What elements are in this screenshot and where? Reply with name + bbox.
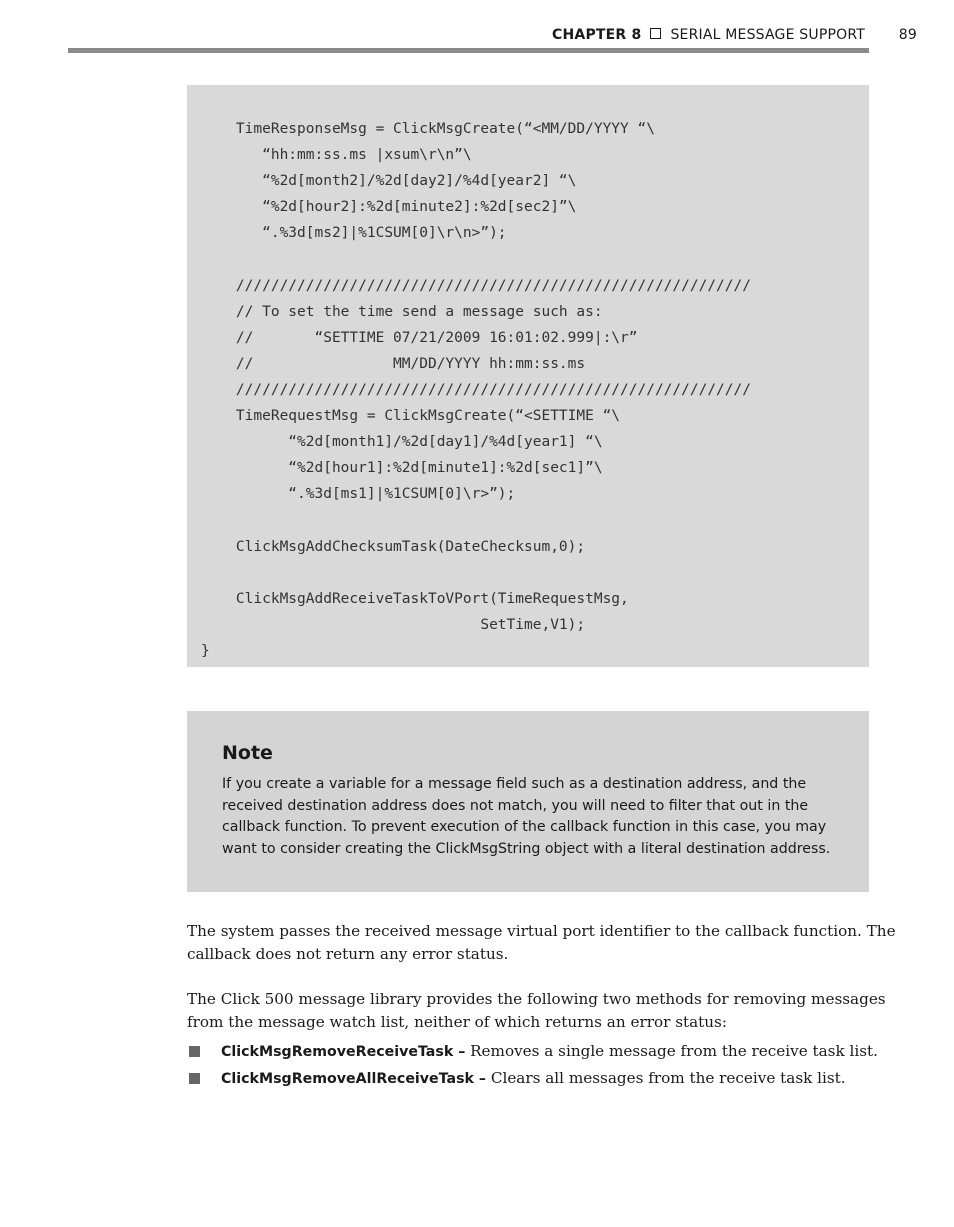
- square-bullet-icon: [189, 1073, 200, 1084]
- body-paragraph: [187, 988, 886, 1034]
- list-item-text: [221, 1067, 846, 1091]
- list-item-text: [221, 1040, 878, 1064]
- note-title: Note: [222, 742, 273, 764]
- paragraph-line: from the message watch list, neither of which returns an error status:: [187, 1013, 727, 1031]
- section-title: SERIAL MESSAGE SUPPORT: [670, 27, 865, 43]
- method-list: [187, 1040, 877, 1094]
- note-body: [222, 774, 842, 861]
- header-rule: [68, 48, 869, 53]
- list-item: [187, 1040, 877, 1067]
- note-box: [187, 711, 869, 892]
- paragraph-line: The Click 500 message library provides the following two methods for removing messages: [187, 990, 886, 1008]
- paragraph-line: The system passes the received message virtual port identifier to the callback function. The: [187, 922, 896, 940]
- note-line: If you create a variable for a message field such as a destination address, and the: [222, 776, 807, 792]
- code-listing: [187, 85, 869, 667]
- method-description: Clears all messages from the receive task list.: [486, 1069, 846, 1087]
- body-paragraph: [187, 920, 896, 966]
- page-number: 89: [898, 27, 917, 43]
- list-item: [187, 1067, 877, 1094]
- running-head: [552, 27, 865, 43]
- page-header: [68, 24, 917, 48]
- method-name: ClickMsgRemoveReceiveTask –: [221, 1044, 466, 1060]
- note-line: want to consider creating the ClickMsgString object with a literal destination address.: [222, 841, 831, 858]
- note-line: received destination address does not match, you will need to filter that out in the: [222, 797, 809, 814]
- square-bullet-icon: [189, 1046, 200, 1057]
- method-description: Removes a single message from the receive task list.: [465, 1042, 878, 1060]
- method-name: ClickMsgRemoveAllReceiveTask –: [221, 1071, 487, 1087]
- separator-box-icon: [650, 28, 661, 39]
- note-line: callback function. To prevent execution of the callback function in this case, you may: [222, 819, 827, 836]
- paragraph-line: callback does not return any error status.: [187, 945, 509, 963]
- code-text: TimeResponseMsg = ClickMsgCreate(“<MM/DD/YYYY “\ “hh:mm:ss.ms |xsum\r\n”\ “%2d[month2]/%2d[day2]/%4d[year2] “\ “%2d[hour2]:%2d[minute2]:%2d[sec2]”\ “.%3d[ms2]|%1CSUM[0]\r\n>”); /////////////////////////////////////////////////////////// // To set the time send a message such as: // “SETTIME 07/21/2009 16:01:02.999|:\r” // MM/DD/YYYY hh:mm:ss.ms /////////////////////////////////////////////////////////// TimeRequestMsg = ClickMsgCreate(“<SETTIME “\ “%2d[month1]/%2d[day1]/%4d[year1] “\ “%2d[hour1]:%2d[minute1]:%2d[sec1]”\ “.%3d[ms1]|%1CSUM[0]\r>”); ClickMsgAddChecksumTask(DateChecksum,0); ClickMsgAddReceiveTaskToVPort(TimeRequestMsg, SetTime,V1); }: [201, 121, 751, 659]
- chapter-label: CHAPTER 8: [552, 27, 642, 43]
